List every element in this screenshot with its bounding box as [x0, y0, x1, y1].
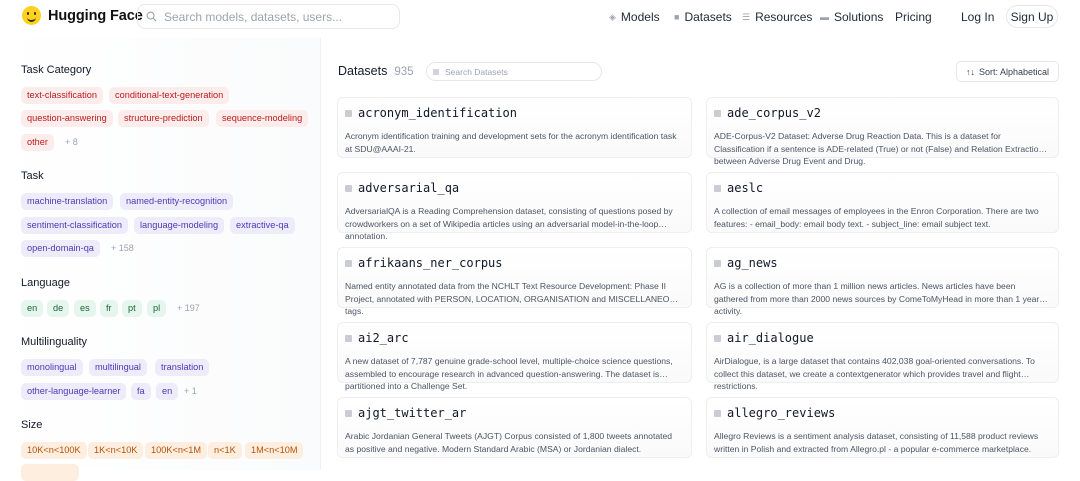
tag-multilinguality[interactable]: fa — [131, 383, 151, 400]
dataset-name: ai2_arc — [358, 331, 409, 345]
dataset-card[interactable] — [706, 172, 1059, 233]
dataset-description: Allegro Reviews is a sentiment analysis dataset, consisting of 11,588 product reviews written in Polish and extracted from Allegro.pl - a popular e-commerce marketplace. — [714, 431, 1039, 454]
tag-multilinguality[interactable]: multilingual — [89, 359, 147, 376]
dataset-icon — [345, 260, 352, 267]
tag-language[interactable]: pl — [147, 300, 166, 317]
tag-task-category[interactable]: sequence-modeling — [216, 110, 308, 127]
dataset-icon — [345, 185, 352, 192]
dataset-icon — [714, 185, 721, 192]
dataset-description: AG is a collection of more than 1 million news articles. News articles have been gathered from more than 2000 news sources by ComeToMyHead in more than 1 year of activity. — [714, 281, 1049, 316]
tag-task[interactable]: sentiment-classification — [21, 217, 128, 234]
dataset-icon — [714, 335, 721, 342]
search-icon — [146, 11, 157, 22]
tag-multilinguality[interactable]: monolingual — [21, 359, 83, 376]
dataset-icon — [345, 110, 352, 117]
nav-pricing[interactable] — [895, 0, 932, 34]
dataset-search-input[interactable] — [445, 67, 595, 77]
dataset-name: aeslc — [727, 181, 764, 195]
tag-language[interactable]: pt — [122, 300, 142, 317]
more-languages[interactable]: + 197 — [177, 303, 200, 313]
nav-solutions[interactable] — [820, 0, 883, 34]
tag-language[interactable]: en — [21, 300, 43, 317]
tag-size[interactable]: 100K<n<1M — [145, 442, 207, 459]
signup-button[interactable]: Sign Up — [1006, 5, 1058, 28]
datasets-heading — [338, 64, 414, 78]
sort-label: Sort: Alphabetical — [978, 66, 1050, 77]
tag-task-category[interactable]: conditional-text-generation — [109, 87, 229, 104]
tag-task[interactable]: open-domain-qa — [21, 240, 100, 257]
nav-models[interactable] — [609, 0, 660, 34]
dataset-name: ajgt_twitter_ar — [358, 406, 467, 420]
dataset-icon — [714, 260, 721, 267]
tag-multilinguality[interactable]: en — [156, 383, 178, 400]
filter-icon — [433, 69, 439, 75]
tag-size-partial[interactable] — [21, 464, 79, 481]
dataset-card[interactable] — [337, 97, 692, 158]
nav-resources-label: Resources — [755, 10, 813, 24]
dataset-name: air_dialogue — [727, 331, 814, 345]
tag-multilinguality[interactable]: other-language-learner — [21, 383, 126, 400]
datasets-title: Datasets — [338, 64, 388, 78]
tag-task-category[interactable]: structure-prediction — [118, 110, 209, 127]
more-tasks[interactable]: + 158 — [111, 243, 134, 253]
datasets-icon: ■ — [674, 12, 680, 22]
dataset-icon — [714, 110, 721, 117]
dataset-card[interactable] — [337, 397, 692, 458]
dataset-search[interactable] — [426, 62, 602, 81]
tag-language[interactable]: es — [74, 300, 96, 317]
dataset-name: afrikaans_ner_corpus — [358, 256, 503, 270]
dataset-description: A collection of email messages of employees in the Enron Corporation. There are two features: - email_body: email body text. - subject_line: email subject text. — [714, 206, 1039, 229]
solutions-icon: ▬ — [820, 12, 829, 22]
brand-name: Hugging Face — [48, 7, 143, 24]
tag-task-category[interactable]: question-answering — [21, 110, 113, 127]
tag-multilinguality[interactable]: translation — [155, 359, 209, 376]
tag-task-category[interactable]: other — [21, 134, 54, 151]
dataset-name: acronym_identification — [358, 106, 517, 120]
tag-language[interactable]: de — [47, 300, 69, 317]
dataset-description: Acronym identification training and development sets for the acronym identification task at SDU@AAAI-21. — [345, 131, 677, 154]
login-link[interactable]: Log In — [961, 10, 995, 24]
tag-task[interactable]: machine-translation — [21, 193, 113, 210]
nav-pricing-label: Pricing — [895, 10, 932, 24]
tag-language[interactable]: fr — [100, 300, 118, 317]
dataset-icon — [714, 410, 721, 417]
dataset-card[interactable] — [337, 247, 692, 316]
dataset-description: Named entity annotated data from the NCHLT Text Resource Development: Phase II Project, annotated with PERSON, LOCATION, ORGANISATION and MISCELLANEOUS tags. — [345, 281, 682, 316]
tag-task[interactable]: extractive-qa — [230, 217, 295, 234]
global-search[interactable] — [137, 4, 400, 29]
language-title: Language — [21, 277, 70, 289]
size-title: Size — [21, 419, 43, 431]
dataset-description: AdversarialQA is a Reading Comprehension dataset, consisting of questions posed by crowdworkers on a set of Wikipedia articles using an adversarial model-in-the-loop annotation. — [345, 206, 673, 241]
top-navbar — [0, 0, 1080, 34]
dataset-icon — [345, 410, 352, 417]
dataset-card[interactable] — [706, 322, 1059, 391]
datasets-count: 935 — [394, 66, 414, 78]
multilinguality-title: Multilinguality — [21, 336, 88, 348]
dataset-card[interactable] — [706, 397, 1059, 458]
dataset-icon — [345, 335, 352, 342]
tag-size[interactable]: 10K<n<100K — [21, 442, 87, 459]
dataset-description: A new dataset of 7,787 genuine grade-school level, multiple-choice science questions, assembled to encourage research in advanced question-answering. The dataset is partitioned into a Challenge Set. — [345, 356, 673, 391]
global-search-input[interactable] — [164, 10, 394, 24]
dataset-card[interactable] — [706, 247, 1059, 316]
dataset-card[interactable] — [337, 172, 692, 241]
nav-solutions-label: Solutions — [834, 10, 884, 24]
tag-size[interactable]: 1M<n<10M — [245, 442, 303, 459]
models-icon: ◈ — [609, 11, 616, 22]
dataset-name: ade_corpus_v2 — [727, 106, 821, 120]
tag-task[interactable]: named-entity-recognition — [120, 193, 233, 210]
hugging-face-logo-icon — [22, 6, 41, 25]
nav-models-label: Models — [620, 10, 660, 24]
sort-button[interactable] — [956, 61, 1059, 82]
more-task-categories[interactable]: + 8 — [65, 137, 78, 147]
dataset-description: Arabic Jordanian General Tweets (AJGT) Corpus consisted of 1,800 tweets annotated as positive and negative. Modern Standard Arabic (MSA) or Jordanian dialect. — [345, 431, 673, 454]
task-category-title: Task Category — [21, 64, 92, 76]
resources-icon: ☰ — [742, 11, 751, 22]
dataset-name: ag_news — [727, 256, 778, 270]
nav-datasets-label: Datasets — [684, 10, 732, 24]
nav-datasets[interactable] — [674, 0, 732, 34]
dataset-card[interactable] — [706, 97, 1059, 166]
tag-task-category[interactable]: text-classification — [21, 87, 103, 104]
dataset-name: allegro_reviews — [727, 406, 836, 420]
sort-icon: ↑↓ — [965, 66, 975, 77]
dataset-name: adversarial_qa — [358, 181, 460, 195]
brand-link[interactable] — [22, 6, 143, 25]
tag-task[interactable]: language-modeling — [134, 217, 224, 234]
task-title: Task — [21, 170, 44, 182]
more-multilinguality[interactable]: + 1 — [184, 386, 197, 396]
tag-size[interactable]: n<1K — [208, 442, 242, 459]
dataset-description: ADE-Corpus-V2 Dataset: Adverse Drug Reaction Data. This is a dataset for Classification if a sentence is ADE-related (True) or not (False) and Relation Extraction between Adverse Drug Event and Drug. — [714, 131, 1044, 166]
dataset-description: AirDialogue, is a large dataset that contains 402,038 goal-oriented conversations. To collect this dataset, we create a contextgenerator which provides travel and flight restrictions. — [714, 356, 1035, 391]
nav-resources[interactable] — [742, 0, 812, 34]
dataset-card[interactable] — [337, 322, 692, 391]
tag-size[interactable]: 1K<n<10K — [88, 442, 143, 459]
